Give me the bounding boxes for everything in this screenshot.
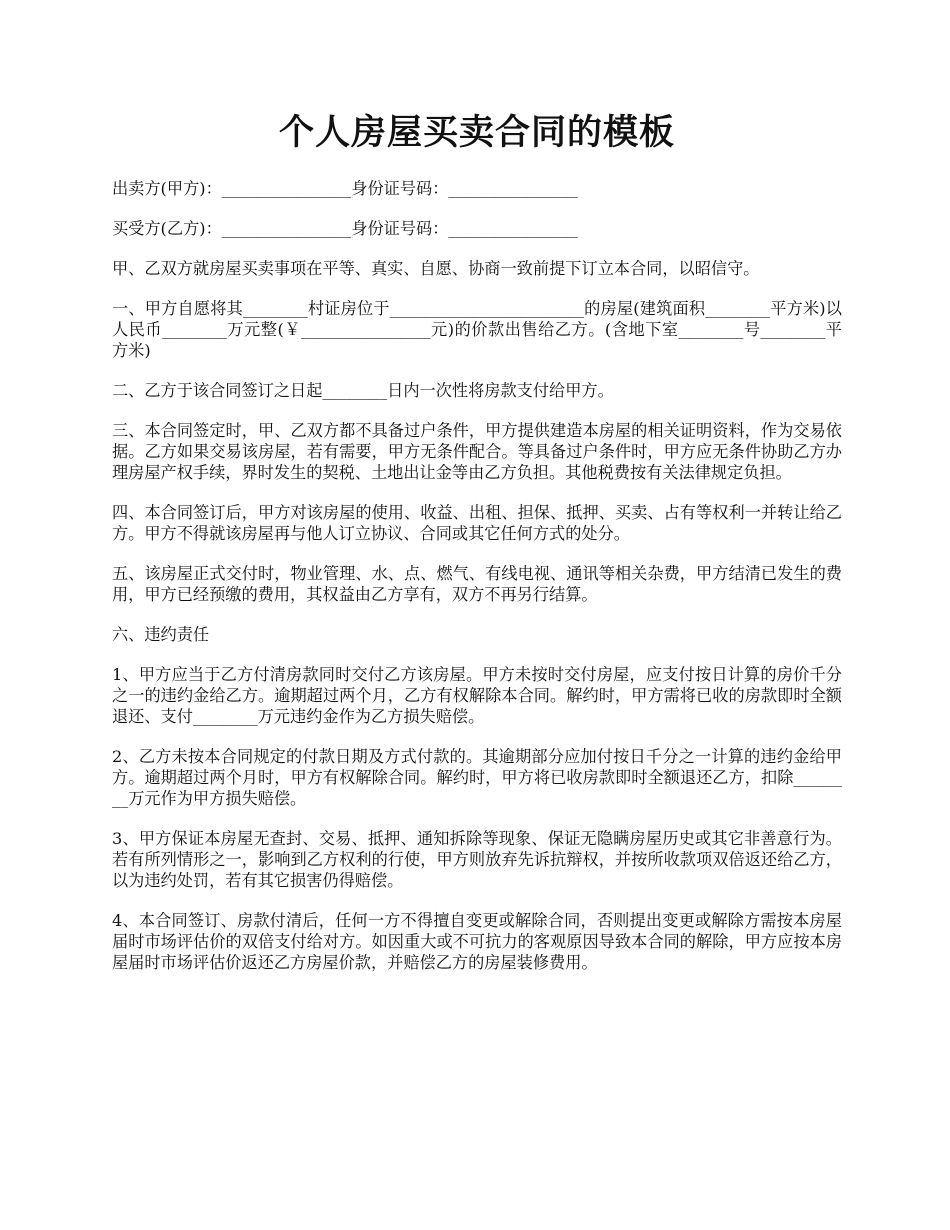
buyer-line: 买受方(乙方)：________________身份证号码：________________ — [112, 219, 578, 238]
clause-4-paragraph: 四、本合同签订后，甲方对该房屋的使用、收益、出租、担保、抵押、买卖、占有等权利一并转让给乙方。甲方不得就该房屋再与他人订立协议、合同或其它任何方式的处分。 — [112, 503, 842, 543]
clause-6-heading: 六、违约责任 — [112, 625, 210, 644]
breach-item-1-paragraph: 1、甲方应当于乙方付清房款同时交付乙方该房屋。甲方未按时交付房屋，应支付按日计算的房价千分之一的违约金给乙方。逾期超过两个月，乙方有权解除本合同。解约时，甲方需将已收的房款即时全额退还、支付________万元违约金作为乙方损失赔偿。 — [112, 665, 842, 726]
preamble-paragraph: 甲、乙双方就房屋买卖事项在平等、真实、自愿、协商一致前提下订立本合同，以昭信守。 — [112, 259, 760, 278]
clause-3-paragraph: 三、本合同签定时，甲、乙双方都不具备过户条件，甲方提供建造本房屋的相关证明资料，作为交易依据。乙方如果交易该房屋，若有需要，甲方无条件配合。等具备过户条件时，甲方应无条件协助乙方办理房屋产权手续，界时发生的契税、土地出让金等由乙方负担。其他税费按有关法律规定负担。 — [112, 421, 842, 482]
seller-line: 出卖方(甲方)：________________身份证号码：________________ — [112, 179, 578, 198]
breach-item-3-paragraph: 3、甲方保证本房屋无查封、交易、抵押、通知拆除等现象、保证无隐瞒房屋历史或其它非善意行为。若有所列情形之一，影响到乙方权利的行使，甲方则放弃先诉抗辩权，并按所收款项双倍返还给乙方，以为违约处罚，若有其它损害仍得赔偿。 — [112, 829, 842, 890]
breach-item-4-paragraph: 4、本合同签订、房款付清后，任何一方不得擅自变更或解除合同，否则提出变更或解除方需按本房屋届时市场评估价的双倍支付给对方。如因重大或不可抗力的客观原因导致本合同的解除，甲方应按本房屋届时市场评估价返还乙方房屋价款，并赔偿乙方的房屋装修费用。 — [112, 911, 842, 972]
clause-2-paragraph: 二、乙方于该合同签订之日起________日内一次性将房款支付给甲方。 — [112, 381, 614, 400]
breach-item-2-paragraph: 2、乙方未按本合同规定的付款日期及方式付款的。其逾期部分应加付按日千分之一计算的违约金给甲方。逾期超过两个月时，甲方有权解除合同。解约时，甲方将已收房款即时全额退还乙方，扣除________万元作为甲方损失赔偿。 — [112, 747, 842, 808]
document-title: 个人房屋买卖合同的模板 — [278, 112, 675, 153]
clause-1-paragraph: 一、甲方自愿将其________村证房位于________________________的房屋(建筑面积________平方米)以人民币________万元整(￥________________元)的价款出售给乙方。(含地下室________号________平方米) — [112, 299, 842, 360]
clause-5-paragraph: 五、该房屋正式交付时，物业管理、水、点、燃气、有线电视、通讯等相关杂费，甲方结清已发生的费用，甲方已经预缴的费用，其权益由乙方享有，双方不再另行结算。 — [112, 564, 842, 604]
